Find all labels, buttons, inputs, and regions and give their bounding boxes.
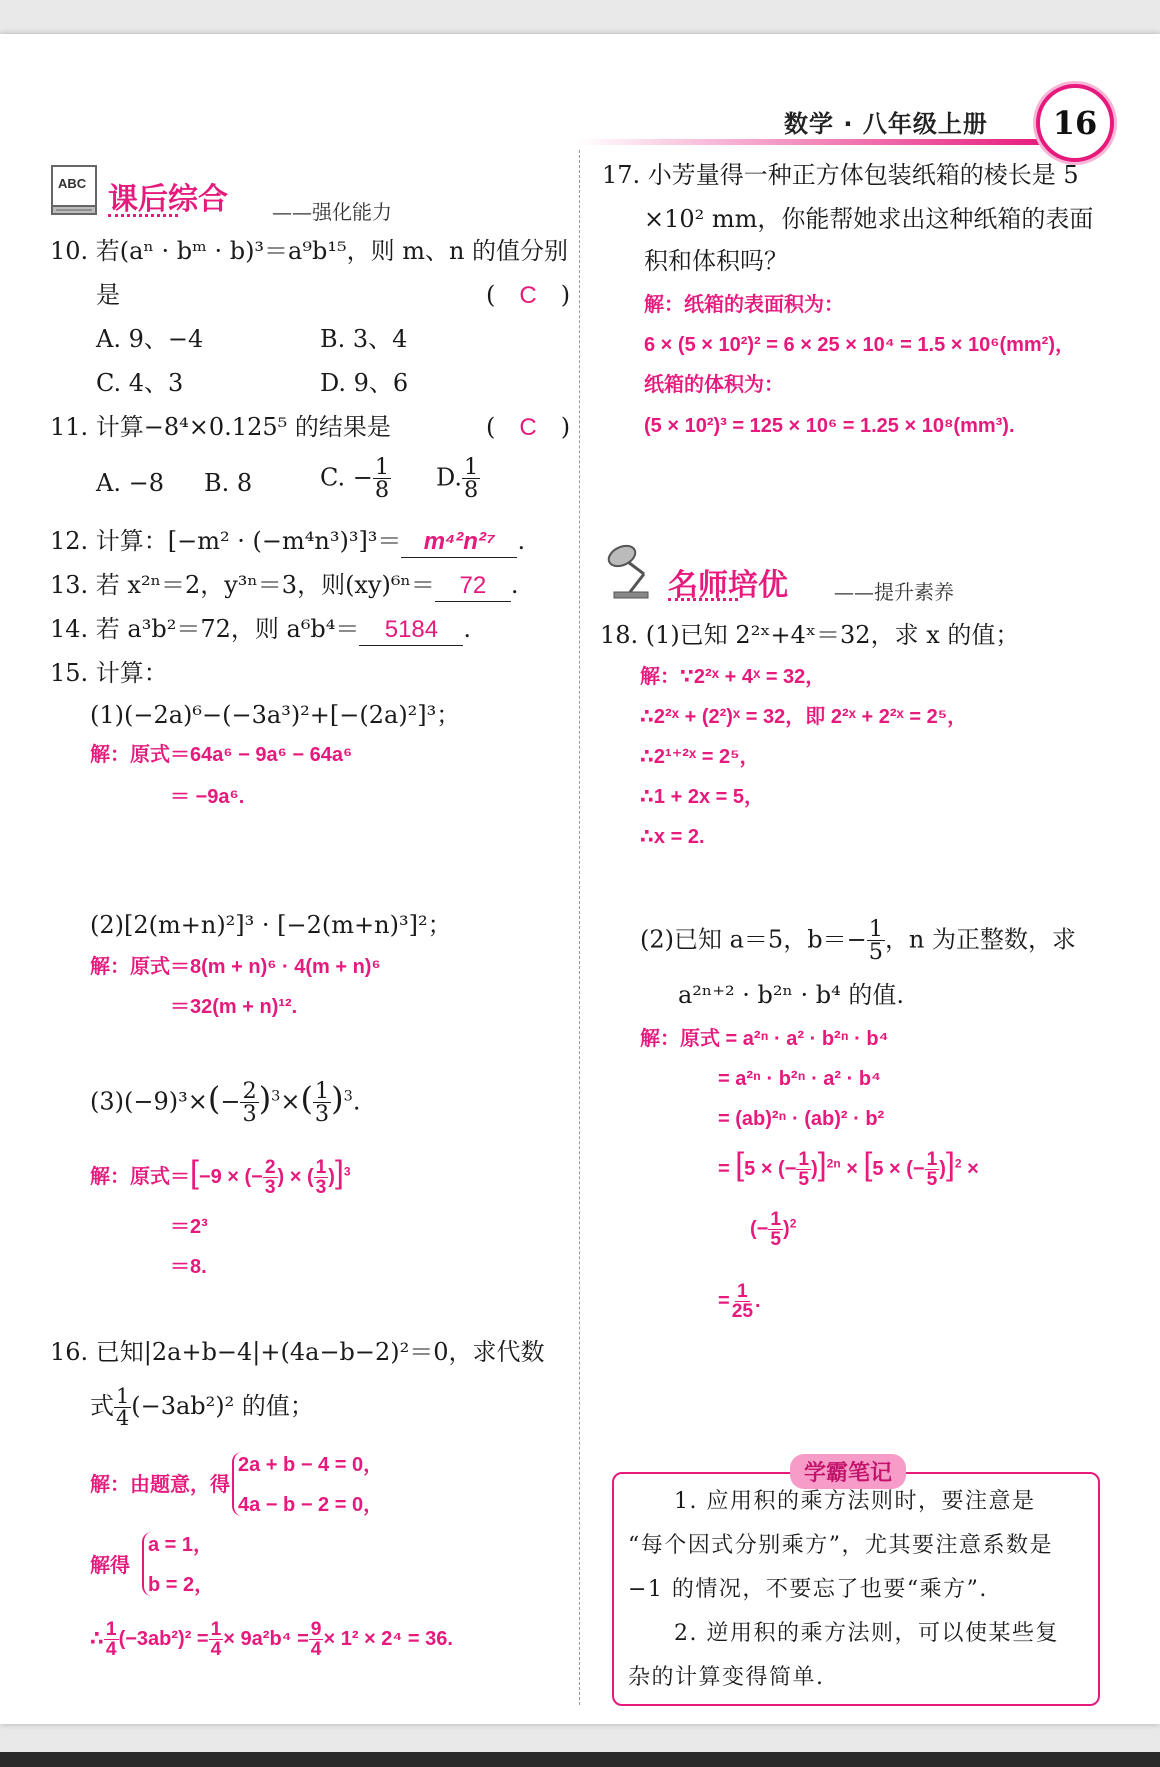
section2-subtitle: ——提升素养 xyxy=(834,580,954,604)
section1-title: 课后综合 xyxy=(108,182,228,217)
q15-part3: (3)(−9)³×(− $\frac{2}{3}$ )$^3$×( $\frac{1}{3}$ )$^3$. xyxy=(90,1078,361,1128)
notes-line3: −1 的情况，不要忘了也要“乘方”. xyxy=(628,1577,988,1602)
q16-eq2: 4a − b − 2 = 0， xyxy=(238,1494,384,1516)
q11-option-d: D. $\frac{1}{8}$ xyxy=(436,454,479,504)
notes-line1: 1. 应用积的乘方法则时，要注意是 xyxy=(674,1489,1036,1514)
section1-dots xyxy=(108,214,178,217)
q17-line3: 积和体积吗？ xyxy=(644,247,788,275)
q17-answer2: 6 × (5 × 10²)² = 6 × 25 × 10⁴ = 1.5 × 10⁶(mm²)， xyxy=(644,334,1075,356)
q10-line1: 10. 若(aⁿ · bᵐ · b)³＝a⁹b¹⁵，则 m、n 的值分别 xyxy=(50,237,569,265)
q18-part2-line2: a²ⁿ⁺² · b²ⁿ · b⁴ 的值. xyxy=(678,981,904,1009)
q14: 14. 若 a³b²＝72，则 a⁶b⁴＝ 5184 . xyxy=(50,614,471,646)
q18-part2-line1: (2)已知 a＝5，b＝− $\frac{1}{5}$ ，n 为正整数，求 xyxy=(640,916,1077,966)
q17-answer1: 解：纸箱的表面积为： xyxy=(644,294,844,316)
section2-dots xyxy=(668,598,738,601)
bottom-bar xyxy=(0,1752,1160,1767)
q13-answer: 72 xyxy=(435,571,511,602)
q16-sol1: a = 1， xyxy=(148,1534,214,1556)
q15-part3-answer3: ＝8. xyxy=(170,1256,207,1278)
q10-answer: C xyxy=(519,282,537,309)
q11-option-b: B. 8 xyxy=(204,469,253,497)
q13: 13. 若 x²ⁿ＝2，y³ⁿ＝3，则(xy)⁶ⁿ＝ 72 . xyxy=(50,570,519,602)
q11-answer: C xyxy=(519,414,537,441)
q10-option-a: A. 9、−4 xyxy=(96,325,204,353)
q16-solve-intro: 解得 xyxy=(90,1555,130,1577)
header-rule xyxy=(578,139,1048,145)
book-icon-label: ABC xyxy=(58,176,87,191)
q18-part1-answer1: 解：∵2²ˣ + 4ˣ = 32， xyxy=(640,666,826,688)
q11-option-a: A. −8 xyxy=(96,469,164,497)
q18-part1-answer2: ∴2²ˣ + (2²)ˣ = 32，即 2²ˣ + 2²ˣ = 2⁵， xyxy=(640,706,968,728)
notes-title: 学霸笔记 xyxy=(790,1454,906,1489)
q12-answer: m⁴²n²⁷ xyxy=(401,527,517,558)
q10-option-c: C. 4、3 xyxy=(96,369,184,397)
q10-answer-paren: ( C ) xyxy=(486,281,571,309)
q11-text: 11. 计算−8⁴×0.125⁵ 的结果是 xyxy=(50,413,391,441)
q18-part2-answer4: = [5 × (− $\frac{1}{5}$ )]$^{2n}$ × [5 × (− $\frac{1}{5}$ )]$^2$ × xyxy=(718,1145,979,1191)
notes-line5: 杂的计算变得简单. xyxy=(628,1665,825,1690)
q18-part1-answer3: ∴2¹⁺²ˣ = 2⁵， xyxy=(640,746,760,768)
q17-answer4: (5 × 10²)³ = 125 × 10⁶ = 1.25 × 10⁸(mm³). xyxy=(644,415,1015,437)
column-divider xyxy=(579,150,580,1705)
q18-part2-answer2: = a²ⁿ · b²ⁿ · a² · b⁴ xyxy=(718,1068,881,1090)
q15-title: 15. 计算： xyxy=(50,659,168,687)
q14-answer: 5184 xyxy=(359,615,463,646)
q18-part2-answer3: = (ab)²ⁿ · (ab)² · b² xyxy=(718,1108,885,1130)
notes-line4: 2. 逆用积的乘方法则，可以使某些复 xyxy=(674,1621,1059,1646)
q17-line2: ×10² mm，你能帮她求出这种纸箱的表面 xyxy=(644,205,1094,233)
q16-sol2: b = 2， xyxy=(148,1574,215,1596)
q18-part2-answer6: = $\frac{1}{25}$ . xyxy=(718,1281,761,1323)
section2-title: 名师培优 xyxy=(668,568,788,603)
q16-final: ∴ $\frac{1}{4}$ (−3ab²)² = $\frac{1}{4}$ × 9a²b⁴ = $\frac{9}{4}$ × 1² × 2⁴ = 36. xyxy=(90,1619,453,1661)
q16-eq1: 2a + b − 4 = 0， xyxy=(238,1454,384,1476)
q16-line2: 式 $\frac{1}{4}$ (−3ab²)² 的值； xyxy=(90,1384,314,1430)
q18-part1-answer5: ∴x = 2. xyxy=(640,826,705,848)
page xyxy=(0,34,1160,1724)
q17-line1: 17. 小芳量得一种正方体包装纸箱的棱长是 5 xyxy=(602,161,1079,189)
q10-option-b: B. 3、4 xyxy=(320,325,408,353)
q17-answer3: 纸箱的体积为： xyxy=(644,374,784,396)
q15-part3-answer2: ＝2³ xyxy=(170,1216,208,1238)
section1-subtitle: ——强化能力 xyxy=(272,200,392,224)
notes-line2: “每个因式分别乘方”，尤其要注意系数是 xyxy=(628,1533,1053,1558)
q16-answer-intro: 解：由题意，得 xyxy=(90,1474,230,1496)
book-title: 数学 · 八年级上册 xyxy=(784,110,988,138)
page-number: 16 xyxy=(1036,84,1114,162)
lamp-icon xyxy=(600,540,658,600)
q11-answer-paren: ( C ) xyxy=(486,413,571,441)
q15-part3-answer1: 解：原式＝[−9 × (− $\frac{2}{3}$ ) × ( $\frac{1}{3}$ )]$^3$ xyxy=(90,1153,351,1199)
q15-part1-answer2: ＝ −9a⁶. xyxy=(170,786,245,808)
q18-part1: 18. (1)已知 2²ˣ+4ˣ＝32，求 x 的值； xyxy=(600,621,1020,649)
q10-option-d: D. 9、6 xyxy=(320,369,409,397)
q15-part1: (1)(−2a)⁶−(−3a³)²+[−(2a)²]³； xyxy=(90,701,461,729)
q18-part2-answer5: (− $\frac{1}{5}$ )$^2$ xyxy=(750,1209,797,1251)
q16-line1: 16. 已知|2a+b−4|+(4a−b−2)²＝0，求代数 xyxy=(50,1338,545,1366)
q18-part1-answer4: ∴1 + 2x = 5， xyxy=(640,786,764,808)
q11-option-c: C. − $\frac{1}{8}$ xyxy=(320,454,390,504)
q15-part2-answer1: 解：原式＝8(m + n)⁶ · 4(m + n)⁶ xyxy=(90,956,381,978)
q15-part1-answer1: 解：原式＝64a⁶ − 9a⁶ − 64a⁶ xyxy=(90,744,353,766)
q12: 12. 计算：[−m² · (−m⁴n³)³]³＝ m⁴²n²⁷ . xyxy=(50,526,525,558)
q18-part2-answer1: 解：原式 = a²ⁿ · a² · b²ⁿ · b⁴ xyxy=(640,1028,889,1050)
q15-part2-answer2: ＝32(m + n)¹². xyxy=(170,996,298,1018)
q10-line2: 是 xyxy=(96,281,120,309)
q15-part2: (2)[2(m+n)²]³ · [−2(m+n)³]²； xyxy=(90,911,452,939)
